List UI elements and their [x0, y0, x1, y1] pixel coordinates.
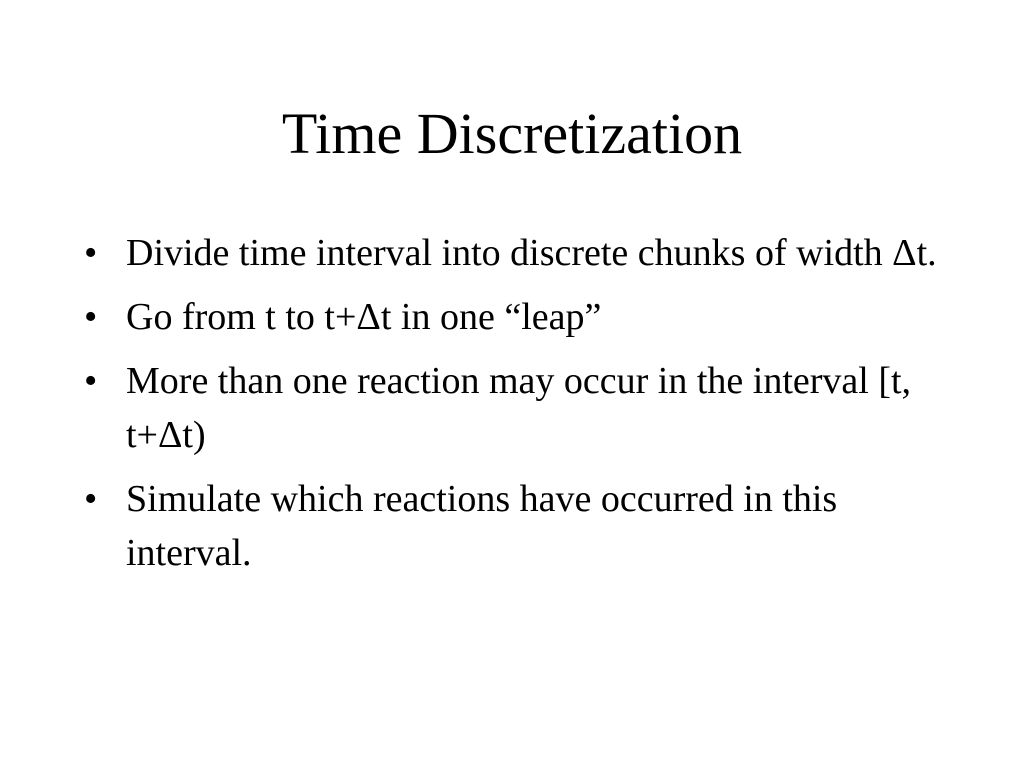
bullet-item — [84, 354, 954, 462]
bullet-item — [84, 290, 954, 344]
bullet-mark: • — [84, 478, 98, 520]
bullet-mark: • — [84, 360, 98, 402]
bullet-mark: • — [84, 232, 98, 274]
bullet-item — [84, 226, 954, 280]
bullet-text: More than one reaction may occur in the interval [t, t+Δt) — [126, 360, 912, 456]
bullet-text: Go from t to t+Δt in one “leap” — [126, 296, 602, 338]
bullet-text: Simulate which reactions have occurred in this interval. — [126, 478, 838, 574]
bullet-mark: • — [84, 296, 98, 338]
bullet-text: Divide time interval into discrete chunks of width Δt. — [126, 232, 937, 274]
bullet-item — [84, 472, 954, 580]
slide-title: Time Discretization — [281, 101, 743, 166]
bullet-list — [84, 226, 954, 590]
